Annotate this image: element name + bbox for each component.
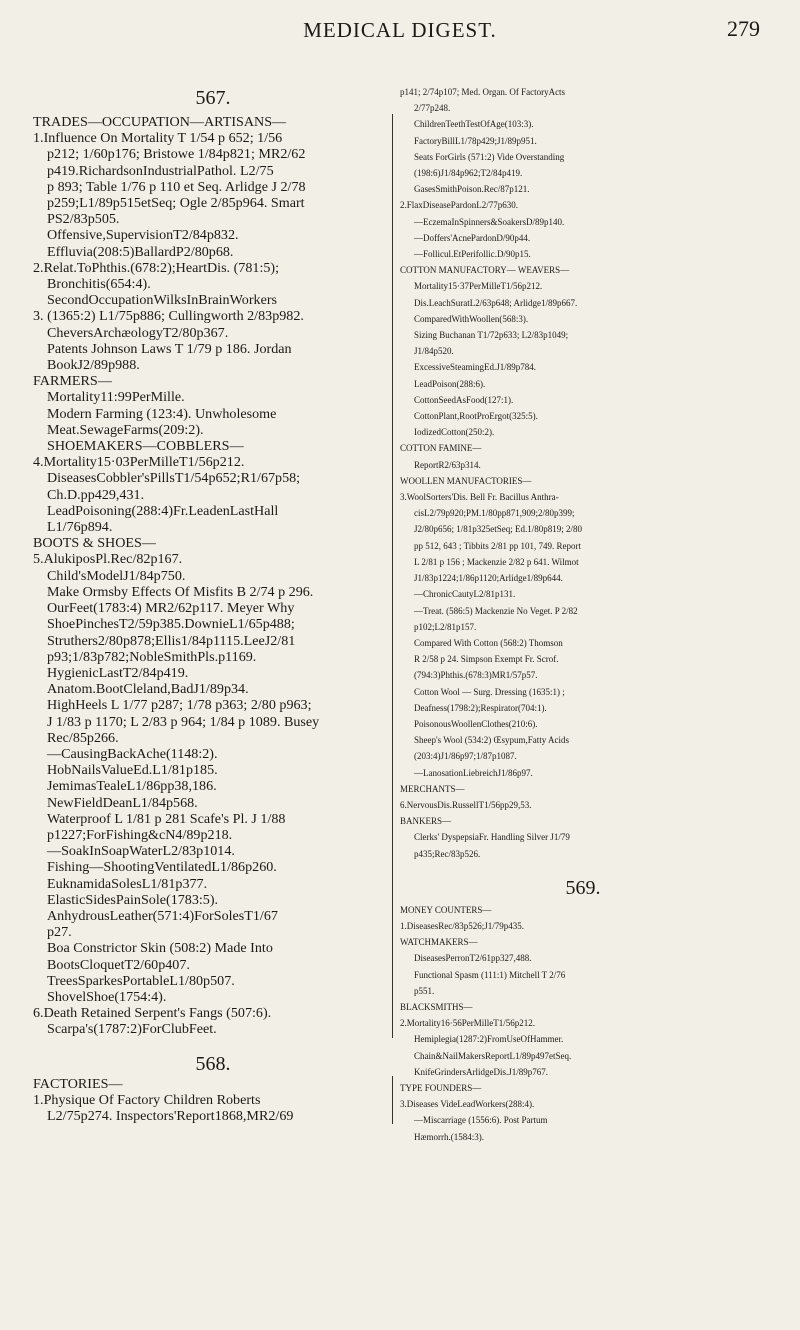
index-line: p102;L2/81p157. [414, 621, 477, 632]
index-line: p435;Rec/83p526. [414, 848, 481, 859]
index-line: Boa Constrictor Skin (508:2) Made Into [47, 940, 273, 957]
right-column [400, 84, 766, 1145]
index-line: (198:6)J1/84p962;T2/84p419. [414, 168, 523, 179]
index-line: Modern Farming (123:4). Unwholesome [47, 405, 277, 422]
index-line: Hemiplegia(1287:2)FromUseOfHammer. [414, 1034, 564, 1045]
index-line: cisL2/79p920;PM.1/80pp871,909;2/80p399; [414, 508, 575, 519]
index-line: Sizing Buchanan T1/72p633; L2/83p1049; [414, 330, 569, 341]
index-line: AnhydrousLeather(571:4)ForSolesT1/67 [47, 907, 278, 924]
index-line: p 893; Table 1/76 p 110 et Seq. Arlidge J 2/78 [47, 178, 306, 195]
index-line: OurFeet(1783:4) MR2/62p117. Meyer Why [47, 600, 295, 617]
index-line: HygienicLastT2/84p419. [47, 664, 189, 681]
index-line: ChildrenTeethTestOfAge(103:3). [414, 119, 534, 130]
index-line: WATCHMAKERS— [400, 937, 478, 948]
index-line: Sheep's Wool (534:2) Œsypum,Fatty Acids [414, 735, 569, 746]
index-line: L 2/81 p 156 ; Mackenzie 2/82 p 641. Wilmot [414, 556, 579, 567]
index-line: CheversArchæologyT2/80p367. [47, 324, 229, 341]
index-line: L1/76p894. [47, 519, 113, 536]
index-line: 1.Influence On Mortality T 1/54 p 652; 1/56 [33, 130, 283, 147]
index-line: —Treat. (586:5) Mackenzie No Veget. P 2/82 [414, 605, 578, 616]
index-line: —Miscarriage (1556:6). Post Partum [414, 1115, 548, 1126]
index-line: CottonPlant,RootProErgot(325:5). [414, 411, 538, 422]
index-line: LeadPoisoning(288:4)Fr.LeadenLastHall [47, 502, 279, 519]
index-line: Deafness(1798:2);Respirator(704:1). [414, 702, 547, 713]
index-line: 2/77p248. [414, 103, 451, 114]
index-line: Ch.D.pp429,431. [47, 486, 145, 503]
index-line: J1/84p520. [414, 346, 454, 357]
index-line: Cotton Wool — Surg. Dressing (1635:1) ; [414, 686, 565, 697]
index-line: EuknamidaSolesL1/81p377. [47, 875, 208, 892]
index-line: ReportR2/63p314. [414, 459, 481, 470]
index-line: 6.Death Retained Serpent's Fangs (507:6). [33, 1005, 272, 1022]
index-line: (794:3)Phthis.(678:3)MR1/57p57. [414, 670, 538, 681]
left-column [33, 86, 393, 1124]
index-line: Struthers2/80p878;Ellis1/84p1115.LeeJ2/81 [47, 632, 296, 649]
index-line: COTTON MANUFACTORY— WEAVERS— [400, 265, 570, 276]
index-line: J1/83p1224;1/86p1120;Arlidge1/89p644. [414, 573, 563, 584]
index-line: p1227;ForFishing&cN4/89p218. [47, 826, 233, 843]
index-line: MONEY COUNTERS— [400, 904, 492, 915]
running-head: MEDICAL DIGEST. [303, 18, 497, 42]
index-line: 2.Relat.ToPhthis.(678:2);HeartDis. (781:5); [33, 259, 280, 276]
section-entries [33, 1076, 393, 1125]
index-line: 2.Mortality16·56PerMilleT1/56p212. [400, 1018, 535, 1029]
index-line: TRADES—OCCUPATION—ARTISANS— [33, 114, 287, 130]
index-line: —ChronicCautyL2/81p131. [414, 589, 516, 600]
index-line: JemimasTealeL1/86pp38,186. [47, 778, 217, 795]
index-line: Fishing—ShootingVentilatedL1/86p260. [47, 859, 277, 876]
index-line: Offensive,SupervisionT2/84p832. [47, 227, 239, 244]
index-line: HobNailsValueEd.L1/81p185. [47, 762, 218, 779]
index-line: p212; 1/60p176; Bristowe 1/84p821; MR2/62 [47, 146, 306, 163]
index-line: NewFieldDeanL1/84p568. [47, 794, 198, 811]
page-header [0, 10, 800, 40]
index-line: PoisonousWoollenClothes(210:6). [414, 718, 538, 729]
index-line: Clerks' DyspepsiaFr. Handling Silver J1/79 [414, 832, 570, 843]
index-line: —Doffers'AcnePardonD/90p44. [414, 232, 531, 243]
index-line: Scarpa's(1787:2)ForClubFeet. [47, 1021, 217, 1038]
index-line: ShovelShoe(1754:4). [47, 988, 167, 1005]
index-line: KnifeGrindersArlidgeDis.J1/89p767. [414, 1066, 548, 1077]
section-entries [400, 902, 766, 1145]
index-line: p93;1/83p782;NobleSmithPls.p1169. [47, 648, 257, 665]
index-line: —CausingBackAche(1148:2). [47, 745, 218, 762]
section-number: 568. [195, 1052, 231, 1075]
index-line: p141; 2/74p107; Med. Organ. Of FactoryActs [400, 87, 566, 97]
index-line: TreesSparkesPortableL1/80p507. [47, 972, 235, 989]
index-line: 3.WoolSorters'Dis. Bell Fr. Bacillus Anthra- [400, 492, 559, 503]
index-line: Patents Johnson Laws T 1/79 p 186. Jordan [47, 340, 292, 357]
index-line: ShoePinchesT2/59p385.DownieL1/65p488; [47, 616, 295, 633]
index-line: PS2/83p505. [47, 211, 120, 228]
index-line: Make Ormsby Effects Of Misfits B 2/74 p 296. [47, 583, 314, 600]
index-line: CottonSeedAsFood(127:1). [414, 394, 514, 405]
index-line: LeadPoison(288:6). [414, 378, 486, 389]
index-line: BookJ2/89p988. [47, 357, 140, 374]
index-line: Hæmorrh.(1584:3). [414, 1131, 484, 1142]
index-line: 1.Physique Of Factory Children Roberts [33, 1091, 261, 1108]
index-line: p27. [47, 924, 72, 941]
index-line: DiseasesCobbler'sPillsT1/54p652;R1/67p58; [47, 470, 301, 487]
index-line: 5.AlukiposPl.Rec/82p167. [33, 551, 183, 568]
index-line: WOOLLEN MANUFACTORIES— [400, 475, 532, 486]
index-line: SHOEMAKERS—COBBLERS— [47, 438, 244, 455]
index-line: p259;L1/89p515etSeq; Ogle 2/85p964. Smart [47, 195, 305, 212]
index-line: p551. [414, 985, 435, 996]
index-line: GasesSmithPoison.Rec/87p121. [414, 184, 530, 195]
index-line: J 1/83 p 1170; L 2/83 p 964; 1/84 p 1089. Busey [47, 713, 320, 730]
index-line: DiseasesPerronT2/61pp327,488. [414, 953, 532, 964]
index-line: L2/75p274. Inspectors'Report1868,MR2/69 [47, 1107, 294, 1124]
index-line: Effluvia(208:5)BallardP2/80p68. [47, 243, 234, 260]
section-number: 567. [195, 87, 231, 109]
index-line: —LanosationLiebreichJ1/86p97. [414, 767, 533, 778]
index-line: —SoakInSoapWaterL2/83p1014. [47, 843, 235, 860]
index-line: 3.Diseases VideLeadWorkers(288:4). [400, 1099, 535, 1110]
page-number: 279 [727, 16, 760, 41]
index-line: p419.RichardsonIndustrialPathol. L2/75 [47, 162, 274, 179]
index-line: Functional Spasm (111:1) Mitchell T 2/76 [414, 969, 566, 980]
index-line: FARMERS— [33, 373, 112, 390]
index-line: Chain&NailMakersReportL1/89p497etSeq. [414, 1050, 572, 1061]
index-line: 6.NervousDis.RussellT1/56pp29,53. [400, 799, 532, 810]
index-line: ElasticSidesPainSole(1783:5). [47, 891, 219, 908]
index-line: 4.Mortality15·03PerMilleT1/56p212. [33, 454, 245, 471]
index-line: ExcessiveSteamingEd.J1/89p784. [414, 362, 536, 373]
index-line: HighHeels L 1/77 p287; 1/78 p363; 2/80 p963; [47, 697, 312, 714]
section-entries [33, 114, 393, 1038]
index-line: 2.FlaxDiseasePardonL2/77p630. [400, 200, 518, 211]
index-line: 3. (1365:2) L1/75p886; Cullingworth 2/83p982. [33, 308, 304, 325]
index-line: FactoryBillL1/78p429;J1/89p951. [414, 135, 537, 146]
section-number: 569. [565, 876, 601, 899]
index-line: SecondOccupationWilksInBrainWorkers [47, 292, 277, 309]
section-entries [400, 84, 766, 862]
index-line: pp 512, 643 ; Tibbits 2/81 pp 101, 749. Report [414, 540, 582, 551]
index-line: Waterproof L 1/81 p 281 Scafe's Pl. J 1/88 [47, 810, 286, 827]
index-line: Mortality15·37PerMilleT1/56p212. [414, 281, 543, 292]
index-line: Dis.LeachSuratL2/63p648; Arlidge1/89p667. [414, 297, 578, 308]
index-line: Rec/85p266. [47, 729, 119, 746]
index-line: TYPE FOUNDERS— [400, 1082, 482, 1093]
index-line: Seats ForGirls (571:2) Vide Overstanding [414, 151, 565, 162]
index-line: BOOTS & SHOES— [33, 535, 156, 552]
index-line: —EczemaInSpinners&SoakersD/89p140. [414, 216, 565, 227]
index-line: Compared With Cotton (568:2) Thomson [414, 637, 563, 648]
index-line: IodizedCotton(250:2). [414, 427, 495, 438]
index-line: (203:4)J1/86p97;1/87p1087. [414, 751, 517, 762]
index-line: Bronchitis(654:4). [47, 276, 151, 293]
index-line: COTTON FAMINE— [400, 443, 482, 454]
index-line: FACTORIES— [33, 1075, 123, 1092]
index-line: ComparedWithWoollen(568:3). [414, 313, 529, 324]
index-line: MERCHANTS— [400, 783, 465, 794]
index-line: J2/80p656; 1/81p325etSeq; Ed.1/80p819; 2/80 [414, 524, 582, 535]
index-line: BLACKSMITHS— [400, 1001, 473, 1012]
index-line: Child'sModelJ1/84p750. [47, 567, 186, 584]
index-line: R 2/58 p 24. Simpson Exempt Fr. Scrof. [414, 654, 559, 665]
index-line: BANKERS— [400, 816, 452, 827]
index-line: Mortality11:99PerMille. [47, 389, 185, 406]
index-line: 1.DiseasesRec/83p526;J1/79p435. [400, 920, 524, 931]
index-line: BootsCloquetT2/60p407. [47, 956, 190, 973]
index-line: Anatom.BootCleland,BadJ1/89p34. [47, 681, 249, 698]
index-line: Meat.SewageFarms(209:2). [47, 421, 204, 438]
index-line: —Follicul.EtPerifollic.D/90p15. [414, 249, 531, 260]
